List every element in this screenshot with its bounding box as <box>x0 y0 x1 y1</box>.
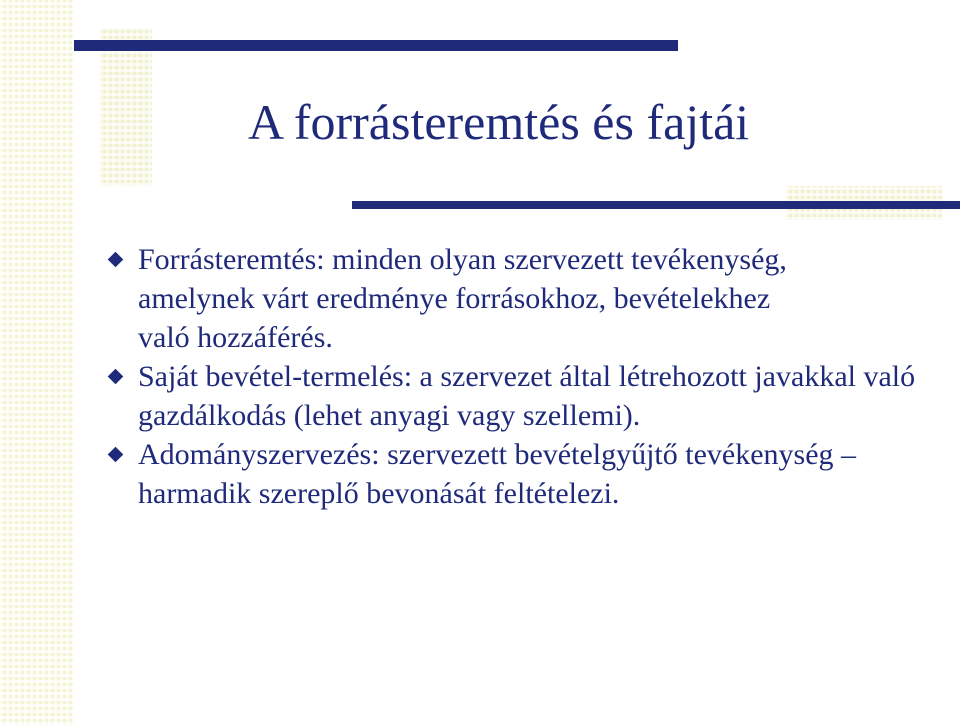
bullet-item <box>108 435 858 513</box>
top-accent-bar <box>74 40 678 51</box>
diamond-bullet-icon <box>108 252 124 268</box>
slide-title: A forrásteremtés és fajtái <box>248 94 750 150</box>
bullet-item <box>108 240 818 357</box>
diamond-bullet-icon <box>108 369 124 385</box>
bullet-text: Saját bevétel-termelés: a szervezet által létrehozott javakkal való gazdálkodás (lehet anyagi vagy szellemi). <box>138 360 916 432</box>
bullet-text: Adományszervezés: szervezett bevételgyűjtő tevékenység – harmadik szereplő bevonását feltételezi. <box>138 438 857 510</box>
diamond-bullet-icon <box>108 447 124 463</box>
bullet-item <box>108 357 928 435</box>
bullet-list <box>108 240 928 513</box>
title-underline-bar <box>352 201 960 209</box>
bullet-text: Forrásteremtés: minden olyan szervezett tevékenység, amelynek várt eredménye forrásokhoz, bevételekhez való hozzáférés. <box>138 243 787 354</box>
left-pattern-strip <box>0 0 74 725</box>
title-pattern-block <box>100 28 152 186</box>
